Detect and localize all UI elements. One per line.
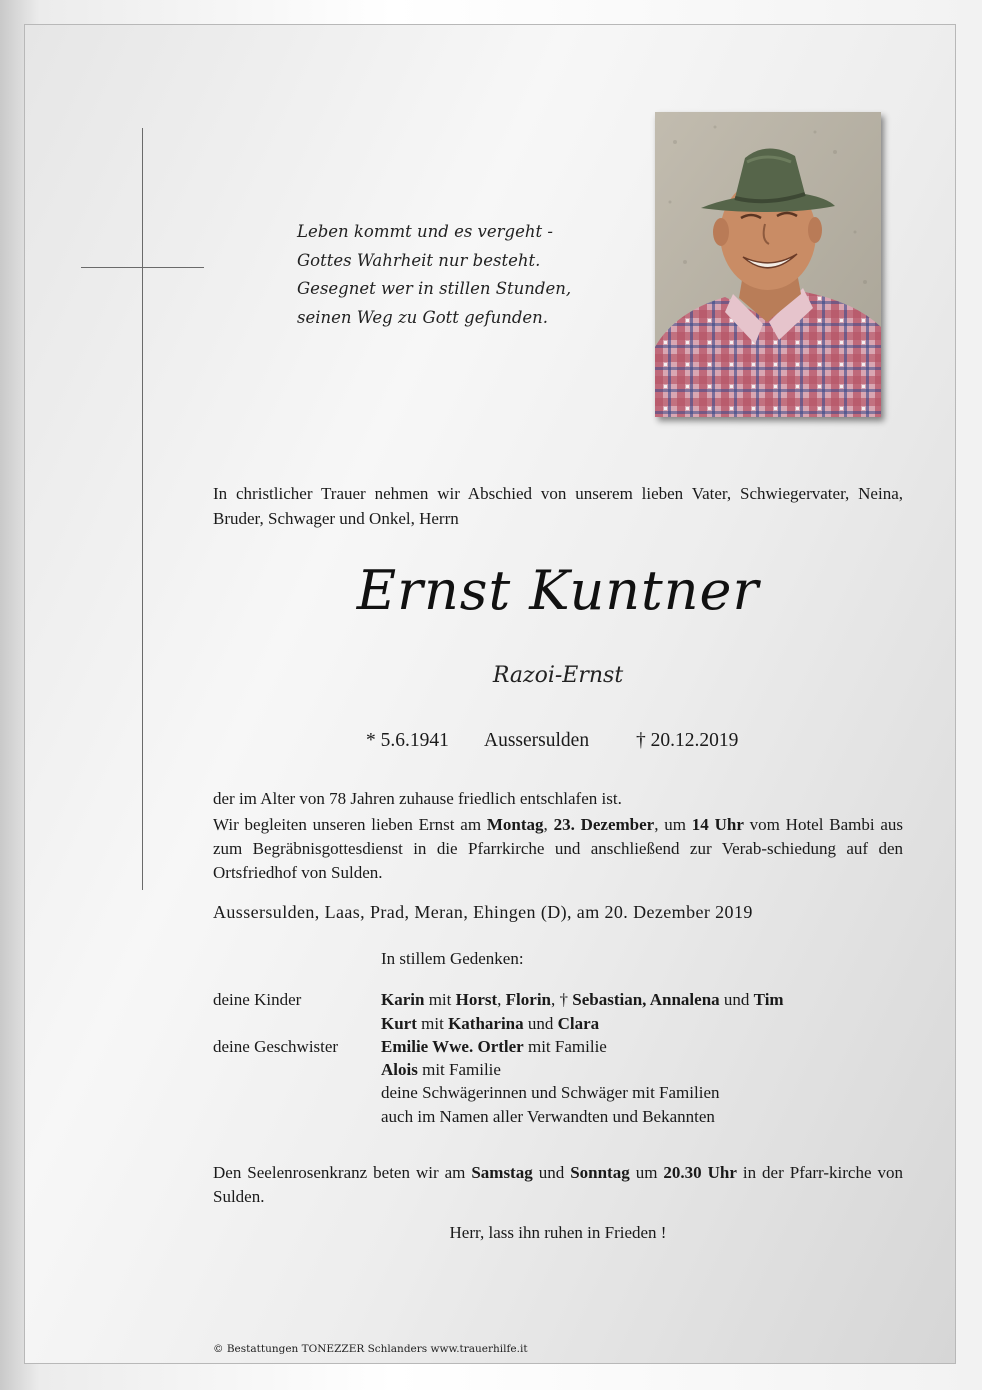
birth-date: * 5.6.1941 (366, 730, 449, 751)
rosary-text: Den Seelenrosenkranz beten wir am (213, 1163, 472, 1182)
family-name: Kurt (381, 1014, 417, 1033)
memory-heading: In stillem Gedenken: (381, 949, 524, 968)
family-text: mit (424, 990, 456, 1009)
intro-text: In christlicher Trauer nehmen wir Abschied von unserem lieben Vater, Schwiegervater, Neina, Bruder, Schwager und Onkel, Herrn (213, 484, 903, 528)
funeral-text: vom Hotel Bambi aus zum Begräbnisgottesdienst in die Pfarrkirche und anschließend zur Verab-schiedung auf den Ortsfriedhof von Sulden. (213, 815, 904, 882)
family-name: Horst (455, 990, 498, 1009)
family-name: Clara (557, 1014, 600, 1033)
family-text: und (523, 1014, 558, 1033)
family-text: , † (551, 990, 573, 1009)
in-laws-line: deine Schwägerinnen und Schwäger mit Familien (381, 1083, 720, 1102)
funeral-text: Wir begleiten unseren lieben Ernst am (213, 815, 487, 834)
family-text: mit Familie (417, 1060, 501, 1079)
funeral-text: , (543, 815, 554, 834)
funeral-details (213, 813, 903, 885)
family-text: mit Familie (523, 1037, 607, 1056)
family-name: Alois (381, 1060, 418, 1079)
rosary-day: Samstag (471, 1163, 533, 1182)
deceased-name: Ernst Kuntner (356, 559, 760, 622)
cross-vertical-bar (142, 128, 143, 890)
poem-line: Gesegnet wer in stillen Stunden, (297, 279, 572, 298)
funeral-text: , um (654, 815, 692, 834)
family-name: Tim (753, 990, 784, 1009)
children-line (381, 1012, 599, 1036)
poem-line: Leben kommt und es vergeht - (297, 222, 553, 241)
relatives-line: auch im Namen aller Verwandten und Bekannten (381, 1107, 715, 1126)
family-name: Karin (381, 990, 425, 1009)
age-sentence: der im Alter von 78 Jahren zuhause friedlich entschlafen ist. (213, 789, 622, 808)
death-date: † 20.12.2019 (636, 730, 739, 751)
poem-line: Gottes Wahrheit nur besteht. (297, 250, 541, 270)
footer-credit: © Bestattungen TONEZZER Schlanders www.trauerhilfe.it (213, 1343, 528, 1355)
rosary-time: 20.30 Uhr (663, 1163, 737, 1182)
rosary-text: in der Pfarr-kirche von Sulden. (213, 1163, 903, 1206)
places-and-date: Aussersulden, Laas, Prad, Meran, Ehingen (D), am 20. Dezember 2019 (213, 902, 753, 922)
birth-place: Aussersulden (484, 730, 590, 751)
rosary-day: Sonntag (570, 1163, 630, 1182)
funeral-date: 23. Dezember (553, 815, 655, 834)
family-text: und (719, 990, 754, 1009)
rosary-text: und (532, 1163, 571, 1182)
family-name: Florin (505, 990, 552, 1009)
poem (297, 218, 617, 332)
family-text: , (497, 990, 506, 1009)
children-label: deine Kinder (213, 990, 302, 1009)
family-text: mit (416, 1014, 449, 1033)
deceased-nickname: Razoi-Ernst (492, 663, 624, 688)
family-name: Sebastian, Annalena (572, 990, 720, 1009)
rosary-notice (213, 1161, 903, 1209)
closing-prayer: Herr, lass ihn ruhen in Frieden ! (449, 1223, 667, 1242)
family-name: Katharina (448, 1014, 524, 1033)
siblings-label: deine Geschwister (213, 1037, 339, 1056)
family-name: Emilie Wwe. Ortler (381, 1037, 524, 1056)
rosary-text: um (629, 1163, 664, 1182)
funeral-time: 14 Uhr (691, 815, 744, 834)
children-line (381, 988, 784, 1012)
cross-horizontal-bar (81, 267, 204, 268)
portrait-photo (655, 112, 881, 417)
funeral-day: Montag (486, 815, 544, 834)
poem-line: seinen Weg zu Gott gefunden. (297, 307, 549, 327)
siblings-line (381, 1058, 501, 1082)
siblings-line (381, 1035, 607, 1059)
